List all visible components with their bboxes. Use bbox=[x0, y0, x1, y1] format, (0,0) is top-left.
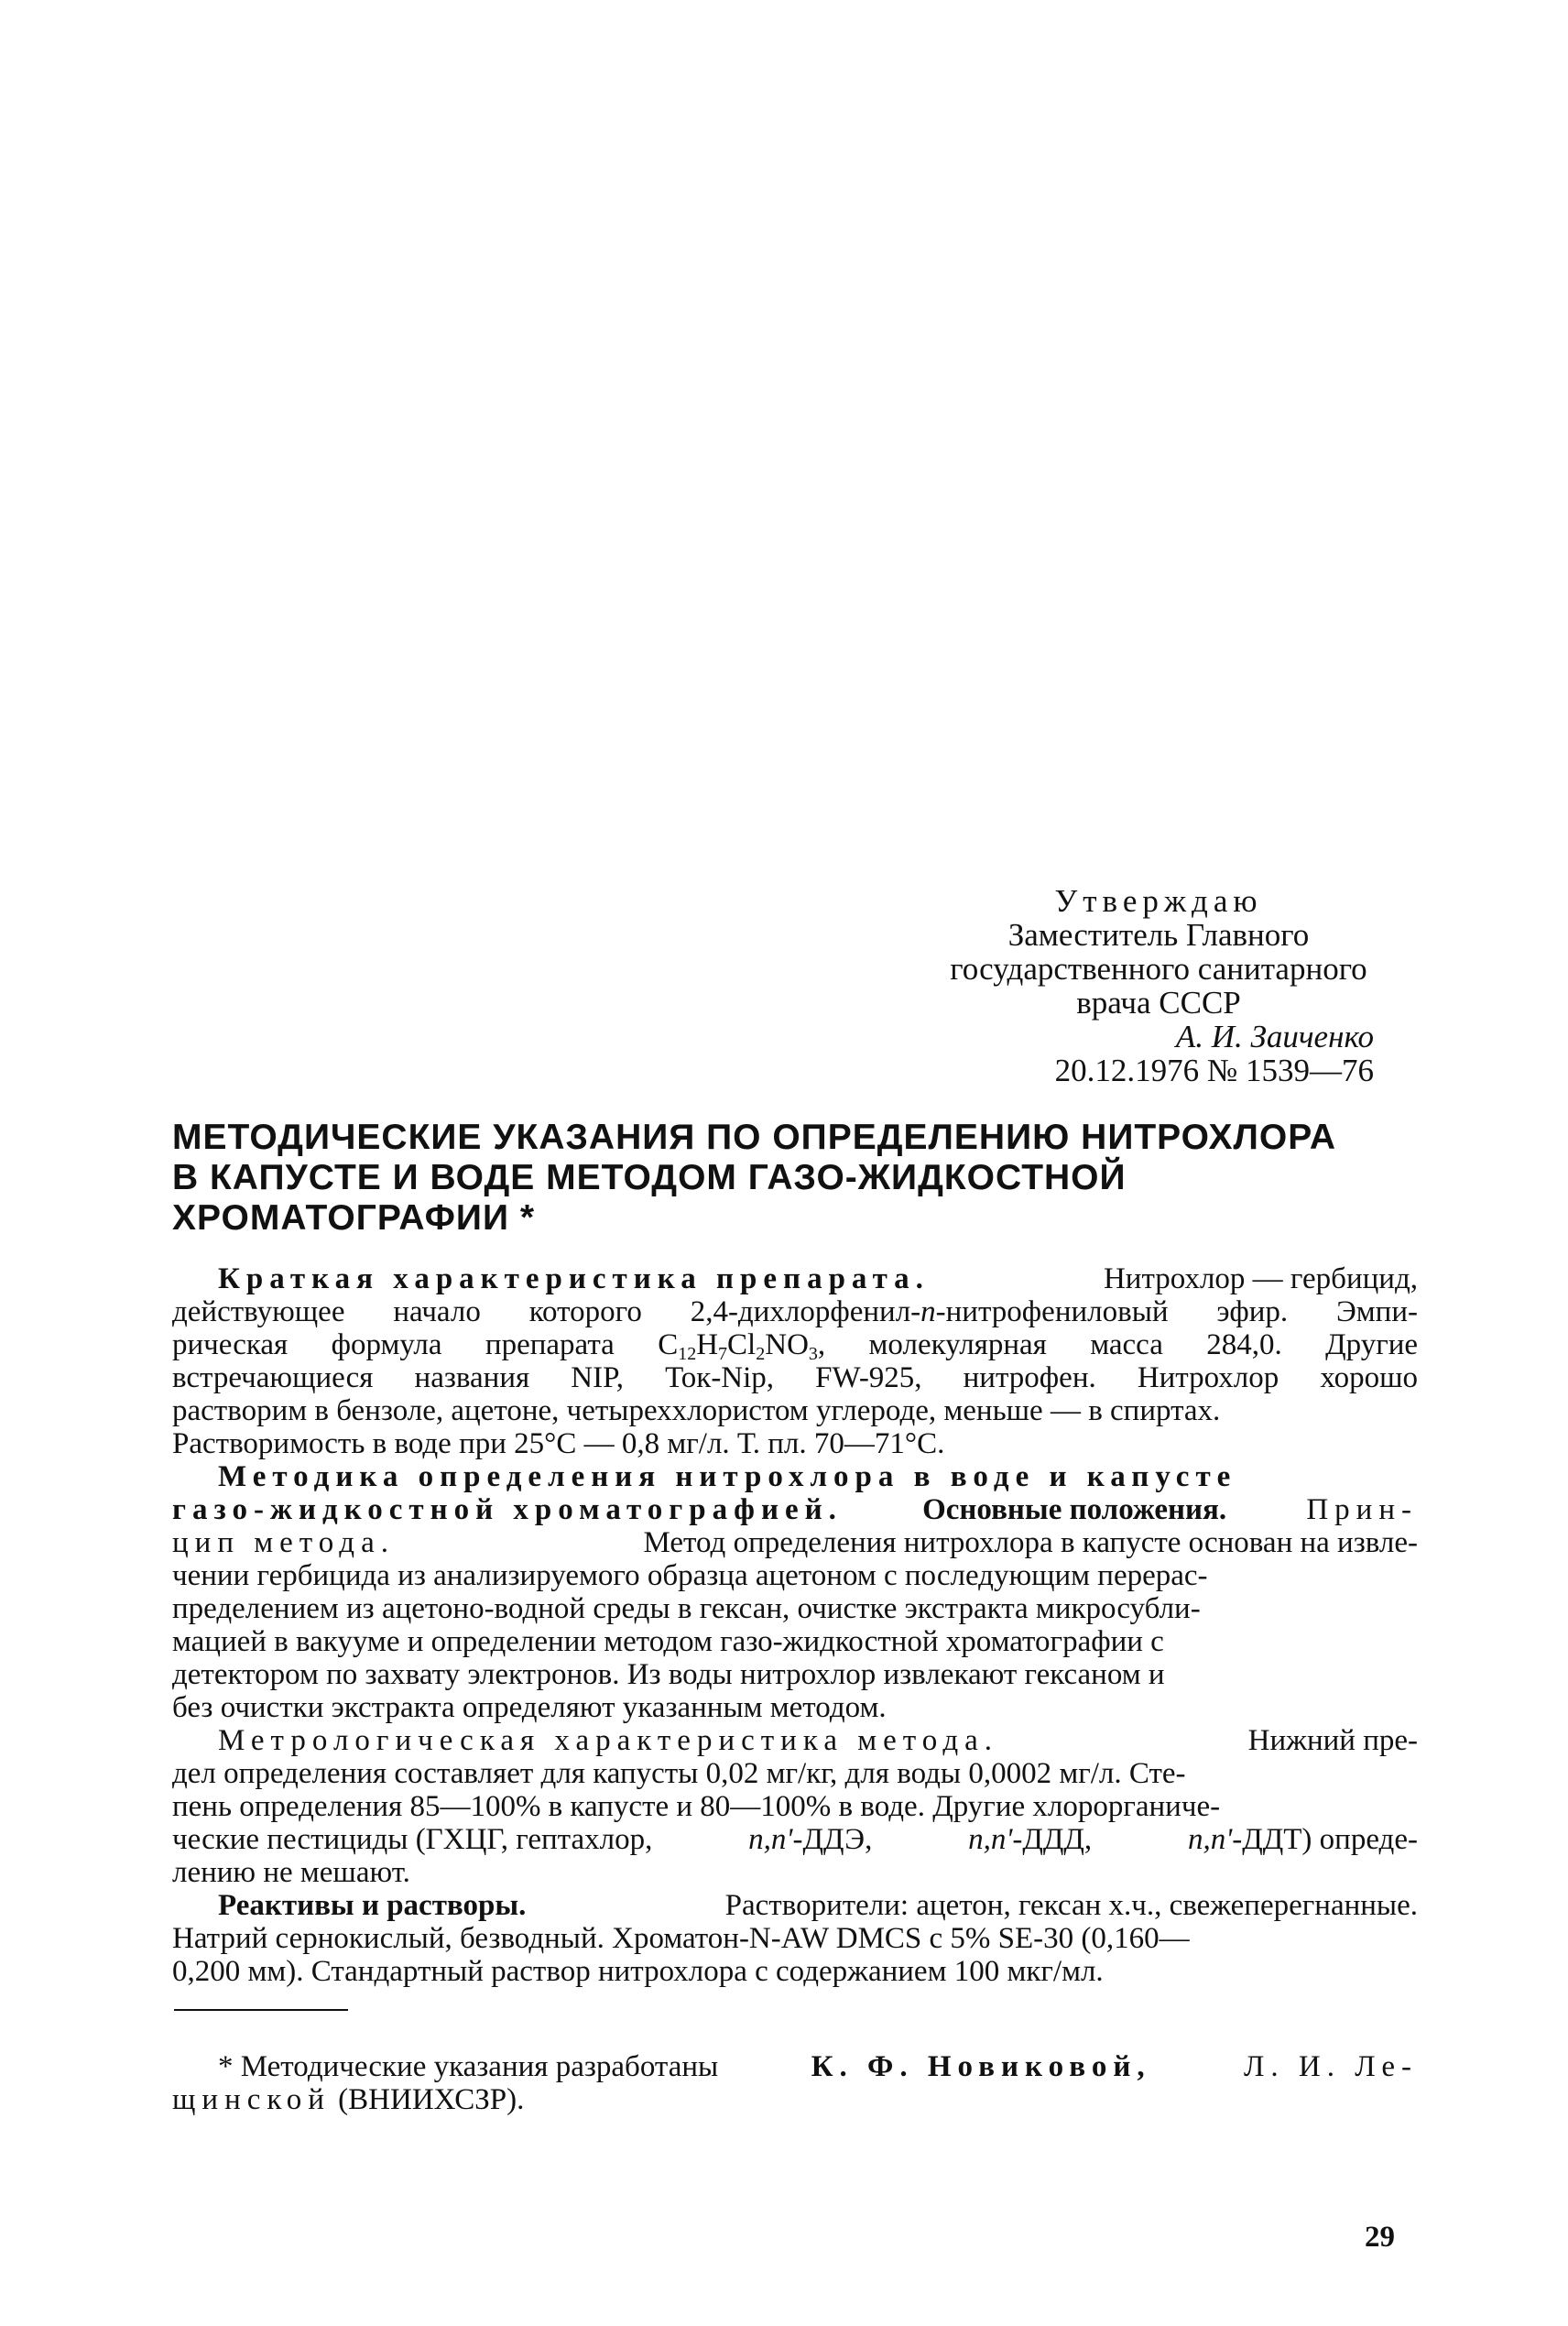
text-run: 0,200 мм). Стандартный раствор нитрохлора с содержанием 100 мкг/мл. bbox=[172, 1955, 1104, 1988]
text-line bbox=[172, 1922, 1418, 1955]
text-line bbox=[172, 1625, 1418, 1658]
text-line bbox=[172, 1262, 1418, 1295]
word-part: -нитрофениловый bbox=[935, 1295, 1169, 1328]
section-heading: Краткая характеристика препарата. bbox=[218, 1262, 930, 1295]
subsection-heading: Основные положения. bbox=[922, 1493, 1227, 1526]
punctuation: , bbox=[817, 1328, 826, 1361]
approval-signatory: А. И. Заиченко bbox=[1175, 1019, 1374, 1054]
text-line bbox=[172, 1757, 1418, 1790]
word: эфир. bbox=[1216, 1295, 1289, 1328]
word: Ток-Nip, bbox=[665, 1361, 775, 1394]
formula-part: NO bbox=[765, 1328, 809, 1361]
footnote-divider bbox=[174, 2009, 348, 2011]
page-number: 29 bbox=[1365, 2221, 1395, 2254]
text-line bbox=[172, 1559, 1418, 1592]
text-run: без очистки экстракта определяют указанным методом. bbox=[172, 1691, 887, 1724]
text-run: пределением из ацетоно-водной среды в гексан, очистке экстракта микросубли- bbox=[172, 1592, 1201, 1625]
word: которого bbox=[528, 1295, 642, 1328]
footnote bbox=[172, 2050, 1418, 2116]
word bbox=[968, 1823, 1092, 1856]
word: масса bbox=[1090, 1328, 1163, 1361]
author-name: Л. И. Ле- bbox=[1244, 2050, 1419, 2083]
text-run: Растворимость в воде при 25°C — 0,8 мг/л. Т. пл. 70—71°C. bbox=[172, 1427, 945, 1460]
approval-approve-word: Утверждаю bbox=[1054, 883, 1263, 919]
formula-index: 2 bbox=[756, 1344, 766, 1364]
word-part: -ДДЭ, bbox=[792, 1823, 873, 1856]
text-line bbox=[172, 1724, 1418, 1757]
approval-position-line-1: Заместитель Главного bbox=[1007, 917, 1310, 953]
word: Другие bbox=[1325, 1328, 1419, 1361]
text-run: * Методические указания разработаны bbox=[218, 2050, 719, 2083]
formula-part: C bbox=[658, 1328, 679, 1361]
text-run: лению не мешают. bbox=[172, 1856, 410, 1889]
text-run: детектором по захвату электронов. Из воды нитрохлор извлекают гексаном и bbox=[172, 1658, 1165, 1691]
text-run: чении гербицида из анализируемого образца ацетоном с последующим перерас- bbox=[172, 1559, 1208, 1592]
word: рическая bbox=[172, 1328, 289, 1361]
paragraph-method bbox=[172, 1460, 1418, 1724]
formula-index: 3 bbox=[808, 1344, 818, 1364]
word: Нитрохлор bbox=[1137, 1361, 1279, 1394]
paragraph-brief-characteristics bbox=[172, 1262, 1418, 1460]
title-line-1: МЕТОДИЧЕСКИЕ УКАЗАНИЯ ПО ОПРЕДЕЛЕНИЮ НИТРОХЛОРА bbox=[172, 1118, 1336, 1157]
text-line bbox=[172, 1592, 1418, 1625]
text-run: пень определения 85—100% в капусте и 80—100% в воде. Другие хлорорганиче- bbox=[172, 1790, 1221, 1823]
word: NIP, bbox=[571, 1361, 625, 1394]
word: 284,0. bbox=[1206, 1328, 1282, 1361]
text-line bbox=[172, 1823, 1418, 1856]
word bbox=[748, 1823, 872, 1856]
word: Эмпи- bbox=[1336, 1295, 1418, 1328]
subsection-heading: Реактивы и растворы. bbox=[218, 1889, 527, 1922]
section-heading-continued: газо-жидкостной хроматографией. bbox=[172, 1493, 843, 1526]
text-line bbox=[172, 1427, 1418, 1460]
word: начало bbox=[393, 1295, 481, 1328]
title-line-3: ХРОМАТОГРАФИИ * bbox=[172, 1198, 535, 1238]
text-line bbox=[172, 2083, 1418, 2116]
word: встречающиеся bbox=[172, 1361, 374, 1394]
text-line bbox=[172, 2050, 1418, 2083]
formula-part: Cl bbox=[727, 1328, 757, 1361]
word: названия bbox=[414, 1361, 530, 1394]
formula-index: 7 bbox=[718, 1344, 728, 1364]
chemical-formula bbox=[658, 1328, 826, 1364]
formula-index: 12 bbox=[678, 1344, 697, 1364]
text-run: Нитрохлор — гербицид, bbox=[1103, 1262, 1418, 1295]
institution: (ВНИИХСЗР). bbox=[338, 2083, 525, 2116]
text-line bbox=[172, 1394, 1418, 1427]
paragraph-metrology bbox=[172, 1724, 1418, 1889]
text-line bbox=[172, 1493, 1418, 1526]
text-line bbox=[172, 1361, 1418, 1394]
approval-position-line-2: государственного санитарного bbox=[950, 951, 1367, 987]
text-line bbox=[172, 1295, 1418, 1328]
word: препарата bbox=[485, 1328, 615, 1361]
text-run: ческие пестициды (ГХЦГ, гептахлор, bbox=[172, 1823, 653, 1856]
text-run: Натрий сернокислый, безводный. Хроматон-N-AW DMCS с 5% SE-30 (0,160— bbox=[172, 1922, 1190, 1955]
text-line bbox=[172, 1856, 1418, 1889]
title-line-2: В КАПУСТЕ И ВОДЕ МЕТОДОМ ГАЗО-ЖИДКОСТНОЙ bbox=[172, 1158, 1127, 1197]
word bbox=[1188, 1823, 1418, 1856]
word: FW-925, bbox=[815, 1361, 922, 1394]
approval-position-line-3: врача СССР bbox=[1076, 985, 1241, 1021]
text-line bbox=[172, 1526, 1418, 1559]
text-line bbox=[172, 1691, 1418, 1724]
word: формула bbox=[331, 1328, 442, 1361]
word-part: -ДДТ) опреде- bbox=[1232, 1823, 1418, 1856]
author-name: щинской bbox=[172, 2083, 331, 2116]
word-part: n bbox=[920, 1295, 936, 1328]
paragraph-reagents bbox=[172, 1889, 1418, 1988]
text-line bbox=[172, 1790, 1418, 1823]
text-line bbox=[172, 1889, 1418, 1922]
subsection-label: Метрологическая характеристика метода. bbox=[218, 1724, 999, 1757]
word bbox=[691, 1295, 1169, 1328]
author-name: К. Ф. Новиковой, bbox=[811, 2050, 1151, 2083]
word-part: 2,4-дихлорфенил- bbox=[690, 1295, 921, 1328]
text-run: мацией в вакууме и определении методом газо-жидкостной хроматографии с bbox=[172, 1625, 1164, 1658]
text-line bbox=[172, 1658, 1418, 1691]
approval-date-number: 20.12.1976 № 1539—76 bbox=[1054, 1053, 1374, 1088]
document-body bbox=[172, 1262, 1418, 1988]
word-part: n,n' bbox=[968, 1823, 1013, 1856]
word-part: -ДДД, bbox=[1012, 1823, 1093, 1856]
word: нитрофен. bbox=[963, 1361, 1096, 1394]
formula-part: H bbox=[696, 1328, 719, 1361]
word: молекулярная bbox=[868, 1328, 1047, 1361]
subsection-label-continued: цип метода. bbox=[172, 1526, 395, 1559]
section-heading: Методика определения нитрохлора в воде и капусте bbox=[218, 1460, 1237, 1493]
text-line bbox=[172, 1955, 1418, 1988]
word: действующее bbox=[172, 1295, 345, 1328]
text-run: Нижний пре- bbox=[1247, 1724, 1418, 1757]
text-run: дел определения составляет для капусты 0,02 мг/кг, для воды 0,0002 мг/л. Сте- bbox=[172, 1757, 1186, 1790]
word: хорошо bbox=[1320, 1361, 1419, 1394]
word-part: n,n' bbox=[748, 1823, 793, 1856]
text-run: растворим в бензоле, ацетоне, четыреххлористом углероде, меньше — в спиртах. bbox=[172, 1394, 1221, 1427]
word-part: n,n' bbox=[1187, 1823, 1233, 1856]
approval-block bbox=[943, 884, 1374, 1087]
text-line bbox=[172, 1460, 1418, 1493]
document-title bbox=[172, 1118, 1409, 1239]
subsection-label: Прин- bbox=[1306, 1493, 1418, 1526]
text-run: Метод определения нитрохлора в капусте основан на извле- bbox=[643, 1526, 1418, 1559]
text-line bbox=[172, 1328, 1419, 1364]
text-run: Растворители: ацетон, гексан х.ч., свежеперегнанные. bbox=[724, 1889, 1418, 1922]
